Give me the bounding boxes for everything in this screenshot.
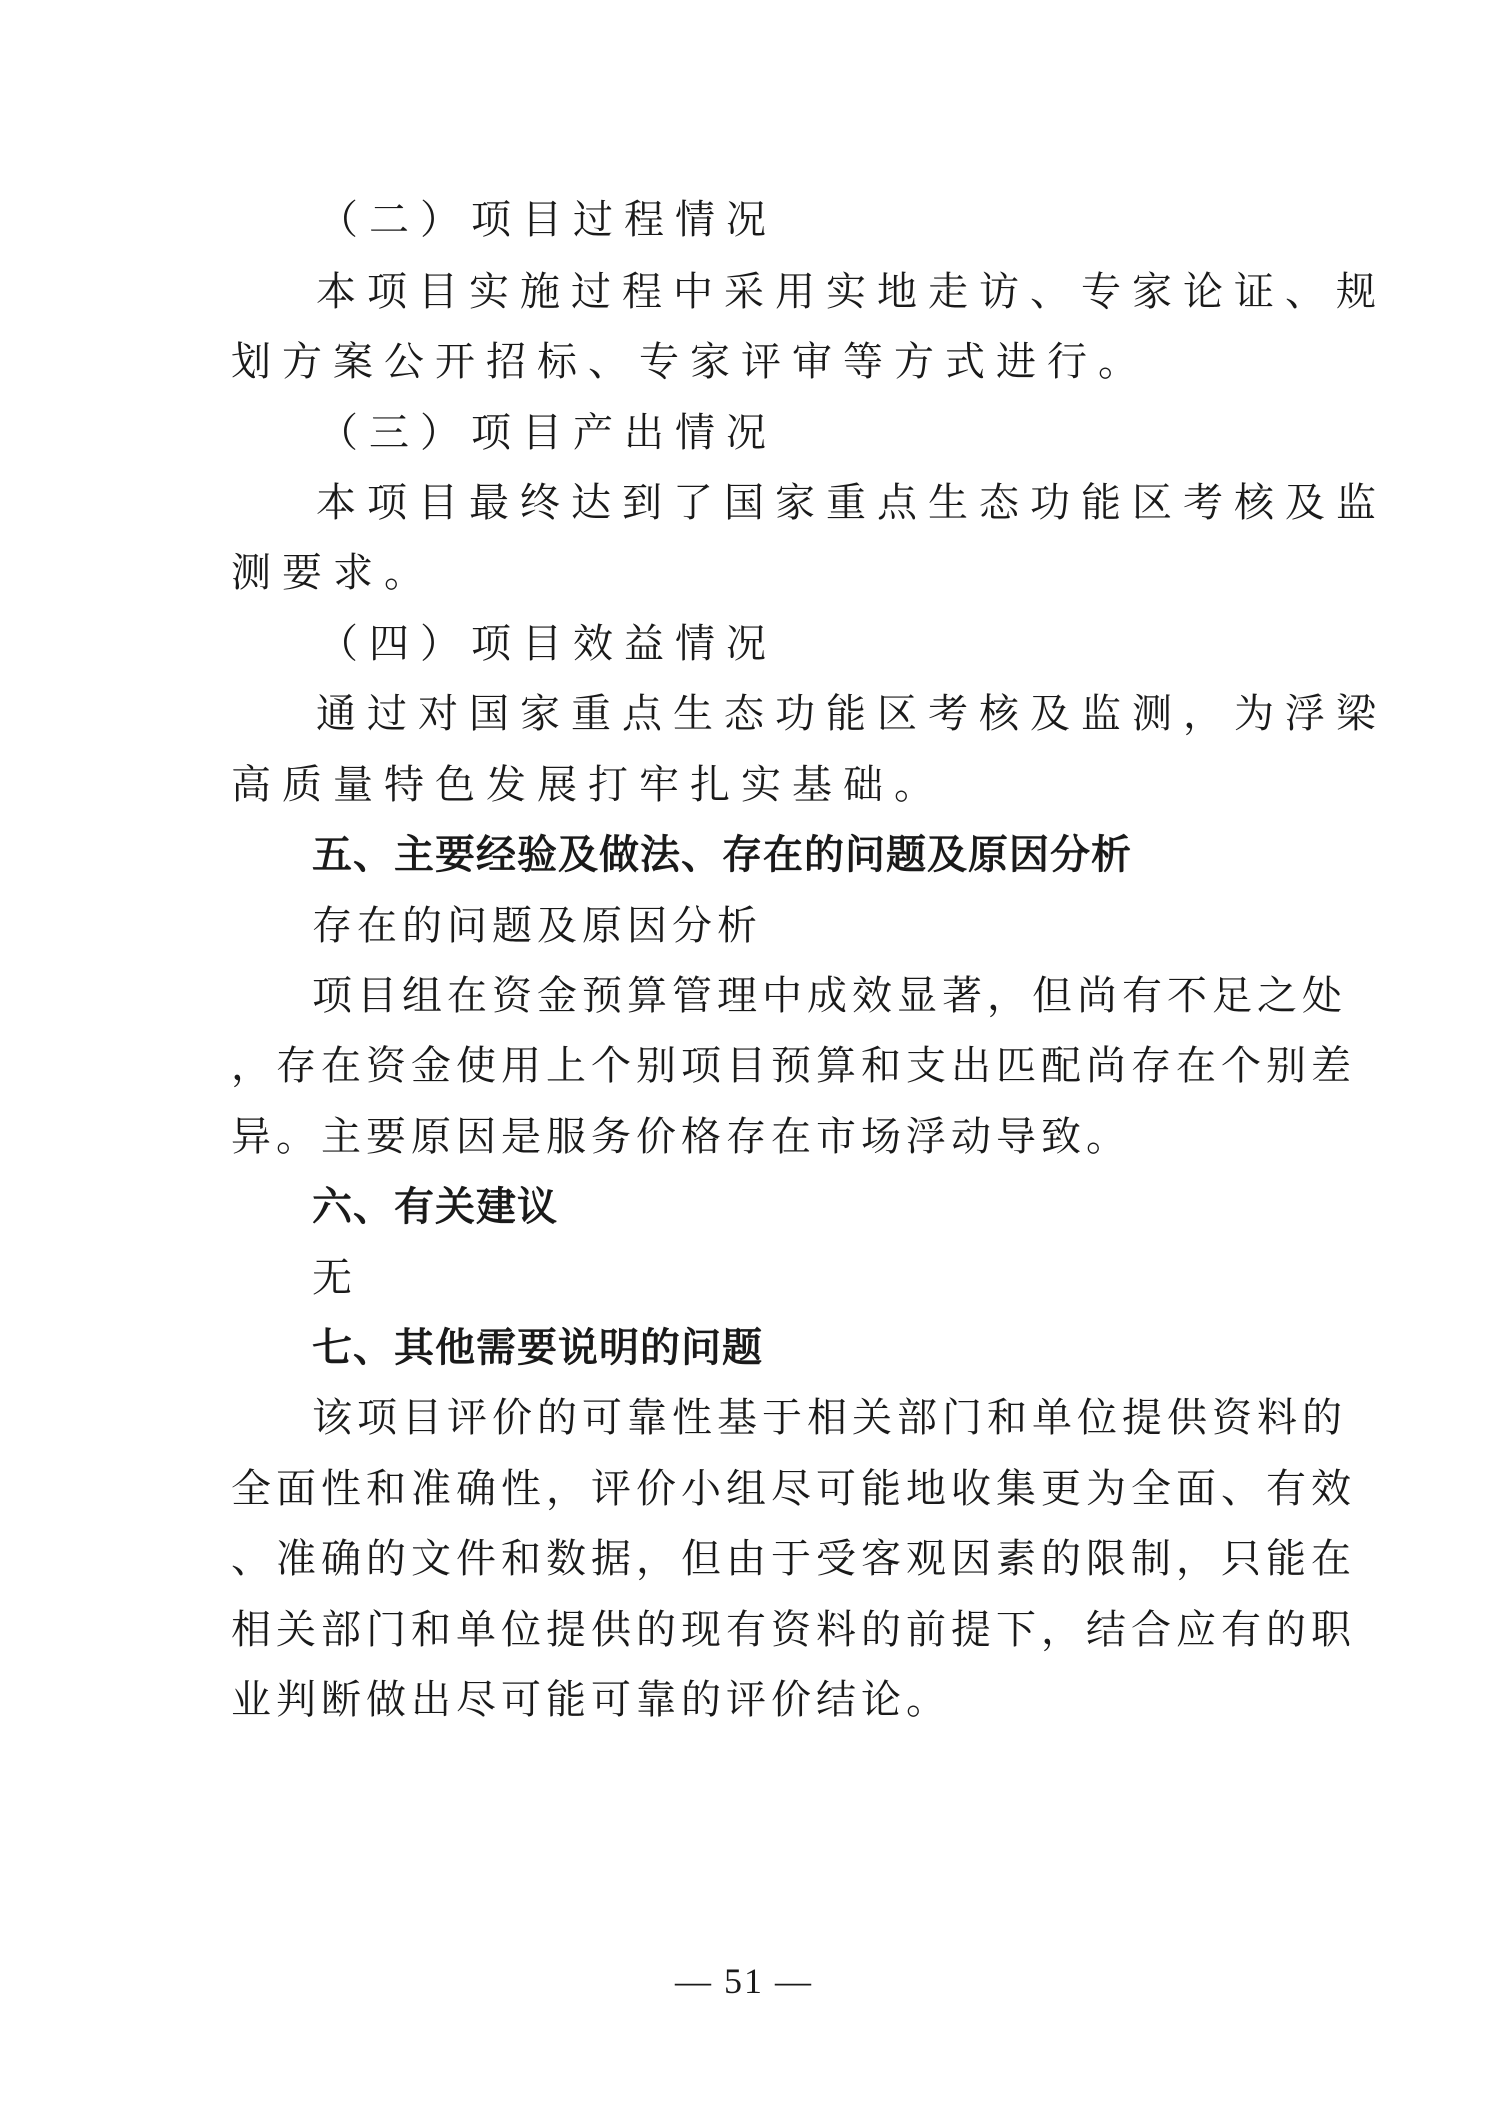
paragraph-line: 无: [312, 1255, 357, 1301]
paragraph-line: 测要求。: [231, 550, 435, 596]
section-heading-five: 五、主要经验及做法、存在的问题及原因分析: [312, 832, 1132, 878]
section-heading-seven: 七、其他需要说明的问题: [312, 1325, 763, 1371]
paragraph-line: 划方案公开招标、专家评审等方式进行。: [231, 339, 1149, 385]
paragraph-line: 全面性和准确性，评价小组尽可能地收集更为全面、有效: [231, 1466, 1356, 1512]
paragraph-line: ，存在资金使用上个别项目预算和支出匹配尚存在个别差: [231, 1043, 1356, 1089]
paragraph-line: 异。主要原因是服务价格存在市场浮动导致。: [231, 1114, 1131, 1160]
paragraph-line: 本项目实施过程中采用实地走访、专家论证、规: [316, 269, 1387, 315]
subheading-process: （二）项目过程情况: [318, 197, 777, 243]
paragraph-line: 业判断做出尽可能可靠的评价结论。: [231, 1677, 951, 1723]
paragraph-line: 项目组在资金预算管理中成效显著，但尚有不足之处: [312, 973, 1347, 1019]
paragraph-line: 本项目最终达到了国家重点生态功能区考核及监: [316, 480, 1387, 526]
page-number: — 51 —: [675, 1961, 813, 2001]
paragraph-line: 该项目评价的可靠性基于相关部门和单位提供资料的: [312, 1395, 1347, 1441]
paragraph-line: 、准确的文件和数据，但由于受客观因素的限制，只能在: [231, 1536, 1356, 1582]
subheading-benefit: （四）项目效益情况: [318, 621, 777, 667]
subheading-output: （三）项目产出情况: [318, 410, 777, 456]
paragraph-line: 高质量特色发展打牢扎实基础。: [231, 762, 945, 808]
paragraph-line: 相关部门和单位提供的现有资料的前提下，结合应有的职: [231, 1607, 1356, 1653]
paragraph-line: 通过对国家重点生态功能区考核及监测，为浮梁: [316, 691, 1387, 737]
section-heading-six: 六、有关建议: [312, 1184, 558, 1230]
subheading-problems: 存在的问题及原因分析: [312, 903, 762, 949]
